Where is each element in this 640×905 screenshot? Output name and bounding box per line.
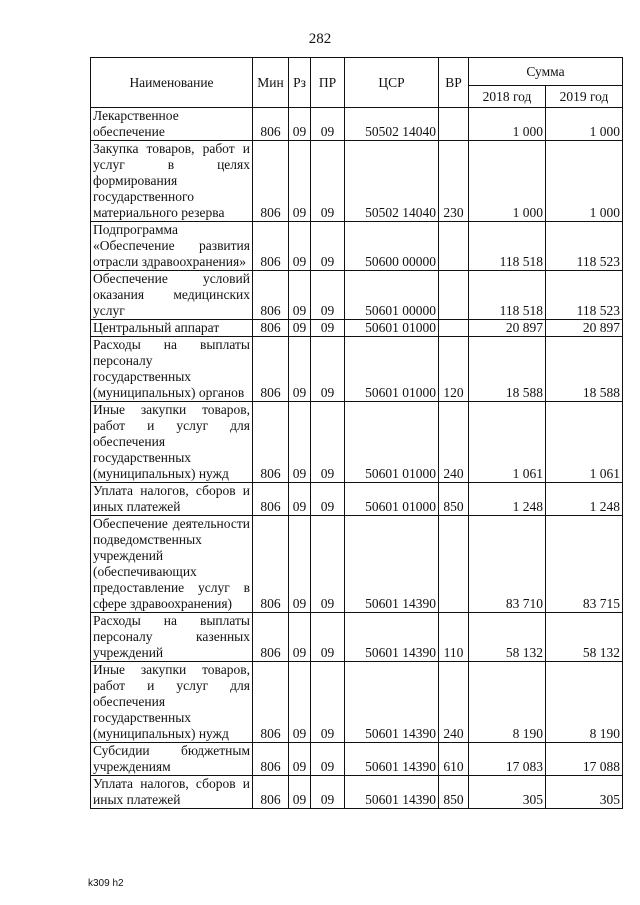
header-name: Наименование	[91, 58, 253, 108]
row-name: Обеспечение условий оказания медицинских услуг	[91, 271, 253, 320]
row-pr: 09	[311, 776, 345, 809]
row-vr: 240	[439, 402, 469, 483]
budget-table	[90, 57, 623, 809]
row-min: 806	[253, 743, 289, 776]
row-2019: 58 132	[546, 613, 623, 662]
header-min: Мин	[253, 58, 289, 108]
row-2018: 17 083	[469, 743, 546, 776]
table-row	[91, 516, 623, 613]
row-csr: 50601 14390	[345, 613, 439, 662]
table-row	[91, 337, 623, 402]
row-vr	[439, 108, 469, 141]
row-csr: 50601 14390	[345, 662, 439, 743]
row-name: Иные закупки товаров, работ и услуг для обеспечения государственных (муниципальных) нужд	[91, 402, 253, 483]
table-row	[91, 662, 623, 743]
row-vr: 120	[439, 337, 469, 402]
row-pr: 09	[311, 402, 345, 483]
row-2019: 18 588	[546, 337, 623, 402]
row-min: 806	[253, 483, 289, 516]
row-2019: 83 715	[546, 516, 623, 613]
row-2019: 1 000	[546, 141, 623, 222]
row-pr: 09	[311, 483, 345, 516]
row-vr: 850	[439, 776, 469, 809]
row-2018: 1 000	[469, 108, 546, 141]
row-vr: 110	[439, 613, 469, 662]
row-vr: 230	[439, 141, 469, 222]
row-min: 806	[253, 662, 289, 743]
row-pr: 09	[311, 141, 345, 222]
row-vr	[439, 222, 469, 271]
row-2018: 118 518	[469, 271, 546, 320]
row-min: 806	[253, 776, 289, 809]
row-2018: 58 132	[469, 613, 546, 662]
row-name: Закупка товаров, работ и услуг в целях формирования государственного материального резерва	[91, 141, 253, 222]
row-pr: 09	[311, 613, 345, 662]
row-2019: 1 061	[546, 402, 623, 483]
row-2019: 1 248	[546, 483, 623, 516]
row-pr: 09	[311, 337, 345, 402]
header-sum: Сумма	[469, 58, 623, 86]
row-vr	[439, 271, 469, 320]
row-csr: 50601 00000	[345, 271, 439, 320]
row-min: 806	[253, 516, 289, 613]
row-2018: 118 518	[469, 222, 546, 271]
table-row	[91, 141, 623, 222]
row-min: 806	[253, 271, 289, 320]
row-name: Подпрограмма «Обеспечение развития отрасли здравоохранения»	[91, 222, 253, 271]
row-2018: 20 897	[469, 320, 546, 337]
header-2018: 2018 год	[469, 86, 546, 108]
row-csr: 50601 01000	[345, 402, 439, 483]
table-row	[91, 613, 623, 662]
row-pr: 09	[311, 743, 345, 776]
row-2019: 118 523	[546, 222, 623, 271]
row-csr: 50502 14040	[345, 141, 439, 222]
row-rz: 09	[289, 613, 311, 662]
row-2018: 8 190	[469, 662, 546, 743]
row-min: 806	[253, 108, 289, 141]
row-2018: 83 710	[469, 516, 546, 613]
table-row	[91, 776, 623, 809]
row-csr: 50601 01000	[345, 483, 439, 516]
row-rz: 09	[289, 337, 311, 402]
row-name: Центральный аппарат	[91, 320, 253, 337]
row-pr: 09	[311, 222, 345, 271]
row-pr: 09	[311, 271, 345, 320]
row-name: Расходы на выплаты персоналу казенных учреждений	[91, 613, 253, 662]
row-vr: 850	[439, 483, 469, 516]
row-csr: 50601 14390	[345, 776, 439, 809]
table-row	[91, 483, 623, 516]
row-name: Лекарственное обеспечение	[91, 108, 253, 141]
row-pr: 09	[311, 662, 345, 743]
row-vr: 610	[439, 743, 469, 776]
row-min: 806	[253, 613, 289, 662]
row-2019: 1 000	[546, 108, 623, 141]
row-csr: 50600 00000	[345, 222, 439, 271]
row-min: 806	[253, 337, 289, 402]
row-rz: 09	[289, 402, 311, 483]
row-2019: 305	[546, 776, 623, 809]
row-2019: 17 088	[546, 743, 623, 776]
footer-code: k309 h2	[88, 878, 124, 889]
row-rz: 09	[289, 141, 311, 222]
header-csr: ЦСР	[345, 58, 439, 108]
table-row	[91, 320, 623, 337]
row-rz: 09	[289, 108, 311, 141]
row-csr: 50601 01000	[345, 337, 439, 402]
row-2018: 1 248	[469, 483, 546, 516]
table-row	[91, 222, 623, 271]
row-name: Обеспечение деятельности подведомственных учреждений (обеспечивающих предоставление услуг в сфере здравоохранения)	[91, 516, 253, 613]
row-2019: 20 897	[546, 320, 623, 337]
row-csr: 50601 14390	[345, 743, 439, 776]
row-2019: 8 190	[546, 662, 623, 743]
row-min: 806	[253, 402, 289, 483]
row-name: Уплата налогов, сборов и иных платежей	[91, 776, 253, 809]
page-number: 282	[308, 31, 332, 47]
row-2018: 1 061	[469, 402, 546, 483]
header-rz: Рз	[289, 58, 311, 108]
row-vr	[439, 320, 469, 337]
header-pr: ПР	[311, 58, 345, 108]
row-pr: 09	[311, 320, 345, 337]
row-min: 806	[253, 320, 289, 337]
row-rz: 09	[289, 776, 311, 809]
row-name: Субсидии бюджетным учреждениям	[91, 743, 253, 776]
row-2018: 305	[469, 776, 546, 809]
row-min: 806	[253, 141, 289, 222]
table-row	[91, 108, 623, 141]
row-rz: 09	[289, 271, 311, 320]
row-rz: 09	[289, 222, 311, 271]
row-name: Уплата налогов, сборов и иных платежей	[91, 483, 253, 516]
row-vr	[439, 516, 469, 613]
row-vr: 240	[439, 662, 469, 743]
row-pr: 09	[311, 108, 345, 141]
row-name: Иные закупки товаров, работ и услуг для обеспечения государственных (муниципальных) нужд	[91, 662, 253, 743]
row-rz: 09	[289, 483, 311, 516]
row-pr: 09	[311, 516, 345, 613]
row-2019: 118 523	[546, 271, 623, 320]
row-name: Расходы на выплаты персоналу государственных (муниципальных) органов	[91, 337, 253, 402]
row-min: 806	[253, 222, 289, 271]
row-csr: 50601 01000	[345, 320, 439, 337]
row-rz: 09	[289, 516, 311, 613]
table-row	[91, 271, 623, 320]
table-row	[91, 402, 623, 483]
row-rz: 09	[289, 662, 311, 743]
row-rz: 09	[289, 743, 311, 776]
header-vr: ВР	[439, 58, 469, 108]
row-rz: 09	[289, 320, 311, 337]
row-csr: 50502 14040	[345, 108, 439, 141]
row-2018: 18 588	[469, 337, 546, 402]
header-2019: 2019 год	[546, 86, 623, 108]
row-csr: 50601 14390	[345, 516, 439, 613]
row-2018: 1 000	[469, 141, 546, 222]
table-row	[91, 743, 623, 776]
